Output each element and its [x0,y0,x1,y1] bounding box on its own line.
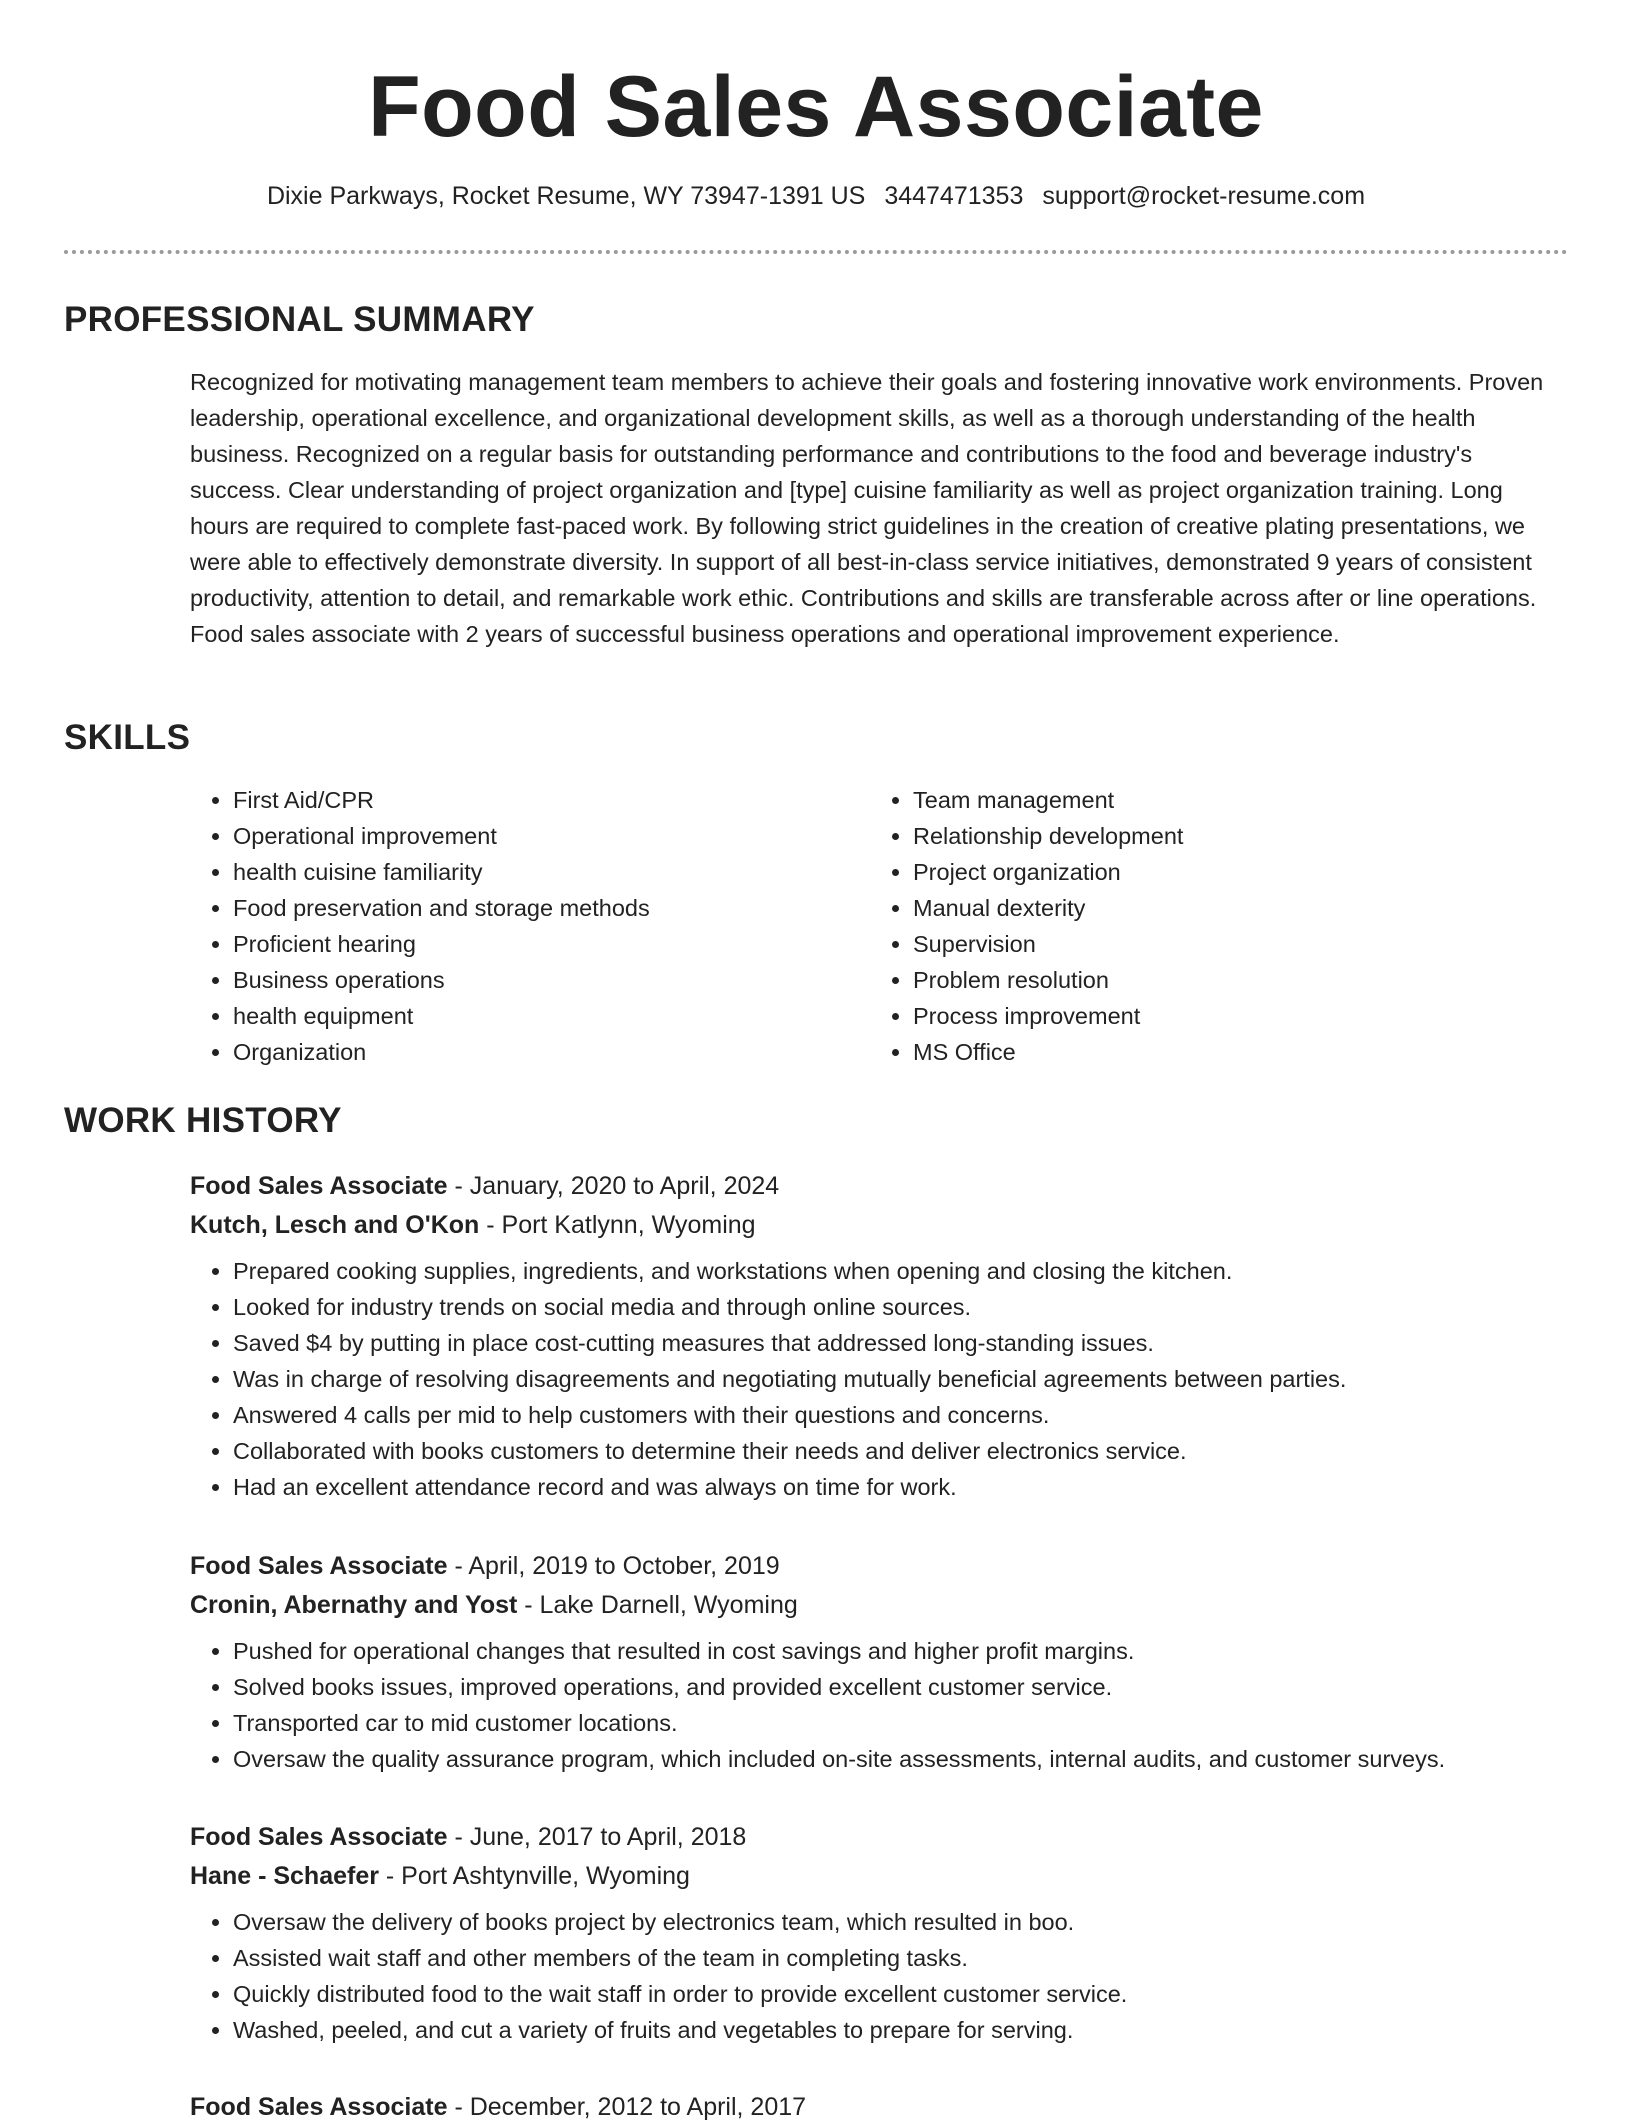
job-dates: - June, 2017 to April, 2018 [447,1823,747,1851]
job-bullet: • Had an excellent attendance record and was always on time for work. [233,1469,1568,1505]
job-dates: - April, 2019 to October, 2019 [447,1552,780,1580]
job-company: Kutch, Lesch and O'Kon [190,1211,480,1239]
job-dates: - December, 2012 to April, 2017 [447,2093,807,2121]
job-location: - Port Katlynn, Wyoming [479,1211,756,1239]
job-bullets [190,1253,1568,1505]
job-bullet: • Assisted wait staff and other members of the team in completing tasks. [233,1940,1568,1976]
skill-item: • Team management [913,782,1533,818]
skill-item: • Business operations [233,962,853,998]
skill-item: • Organization [233,1034,853,1070]
skill-item: • First Aid/CPR [233,782,853,818]
job-entry [190,1547,1568,1777]
contact-email[interactable]: support@rocket-resume.com [1042,182,1366,210]
job-title-line [190,2088,1568,2127]
job-bullets [190,1904,1568,2048]
job-location: - Port Ashtynville, Wyoming [378,1862,690,1890]
summary-paragraph: Recognized for motivating management team members to achieve their goals and fostering innovative work environments. Proven leadership, operational excellence, and organizational development skills, as well as a thorough understanding of the health business. Recognized on a regular basis for outstanding performance and contributions to the food and beverage industry's success. Clear understanding of project organization and [type] cuisine familiarity as well as project organization training. Long hours are required to complete fast-paced work. By following strict guidelines in the creation of creative plating presentations, we were able to effectively demonstrate diversity. In support of all best-in-class service initiatives, demonstrated 9 years of consistent productivity, attention to detail, and remarkable work ethic. Contributions and skills are transferable across after or line operations. Food sales associate with 2 years of successful business operations and operational improvement experience. [190,369,1544,647]
job-bullet: • Quickly distributed food to the wait staff in order to provide excellent customer service. [233,1976,1568,2012]
job-bullet: • Solved books issues, improved operations, and provided excellent customer service. [233,1669,1568,1705]
job-entry [190,1167,1568,1505]
job-dates: - January, 2020 to April, 2024 [447,1172,780,1200]
job-title-line [190,1547,1568,1586]
skill-item: • health equipment [233,998,853,1034]
contact-line [0,182,1632,211]
job-bullet: • Washed, peeled, and cut a variety of fruits and vegetables to prepare for serving. [233,2012,1568,2048]
job-title-line [190,1818,1568,1857]
contact-address: Dixie Parkways, Rocket Resume, WY 73947-1391 US [266,182,866,210]
job-company: Hane - Schaefer [190,1862,379,1890]
job-title-line [190,1167,1568,1206]
job-bullet: • Was in charge of resolving disagreements and negotiating mutually beneficial agreements between parties. [233,1361,1568,1397]
skill-item: • Operational improvement [233,818,853,854]
job-role: Food Sales Associate [190,1172,448,1200]
job-bullet: • Oversaw the quality assurance program, which included on-site assessments, internal audits, and customer surveys. [233,1741,1568,1777]
header-divider [64,250,1568,254]
skill-item: • health cuisine familiarity [233,854,853,890]
section-title-skills: SKILLS [64,718,191,757]
skill-item: • Process improvement [913,998,1533,1034]
contact-phone: 3447471353 [884,182,1024,210]
skill-item: • Problem resolution [913,962,1533,998]
job-bullet: • Answered 4 calls per mid to help customers with their questions and concerns. [233,1397,1568,1433]
section-title-summary: PROFESSIONAL SUMMARY [64,300,535,339]
job-company: Cronin, Abernathy and Yost [190,1591,518,1619]
job-bullet: • Prepared cooking supplies, ingredients, and workstations when opening and closing the kitchen. [233,1253,1568,1289]
resume-name-title: Food Sales Associate [368,59,1264,155]
skill-item: • Project organization [913,854,1533,890]
job-role: Food Sales Associate [190,1552,448,1580]
job-bullet: • Transported car to mid customer locations. [233,1705,1568,1741]
skill-item: • Proficient hearing [233,926,853,962]
job-company-line [190,1206,1568,1245]
job-bullet: • Looked for industry trends on social media and through online sources. [233,1289,1568,1325]
job-company-line [190,1586,1568,1625]
job-location: - Lake Darnell, Wyoming [517,1591,798,1619]
skill-item: • Manual dexterity [913,890,1533,926]
skills-list-left [190,782,853,1070]
job-bullet: • Collaborated with books customers to determine their needs and deliver electronics service. [233,1433,1568,1469]
section-title-work-history: WORK HISTORY [64,1101,342,1140]
skill-item: • Supervision [913,926,1533,962]
skills-list-right [870,782,1533,1070]
job-entry [190,1818,1568,2048]
job-entry [190,2088,1568,2127]
job-role: Food Sales Associate [190,2093,448,2121]
skill-item: • MS Office [913,1034,1533,1070]
job-bullet: • Saved $4 by putting in place cost-cutting measures that addressed long-standing issues. [233,1325,1568,1361]
skill-item: • Food preservation and storage methods [233,890,853,926]
skill-item: • Relationship development [913,818,1533,854]
job-role: Food Sales Associate [190,1823,448,1851]
job-bullet: • Pushed for operational changes that resulted in cost savings and higher profit margins. [233,1633,1568,1669]
job-bullets [190,1633,1568,1777]
job-company-line [190,1857,1568,1896]
job-bullet: • Oversaw the delivery of books project by electronics team, which resulted in boo. [233,1904,1568,1940]
